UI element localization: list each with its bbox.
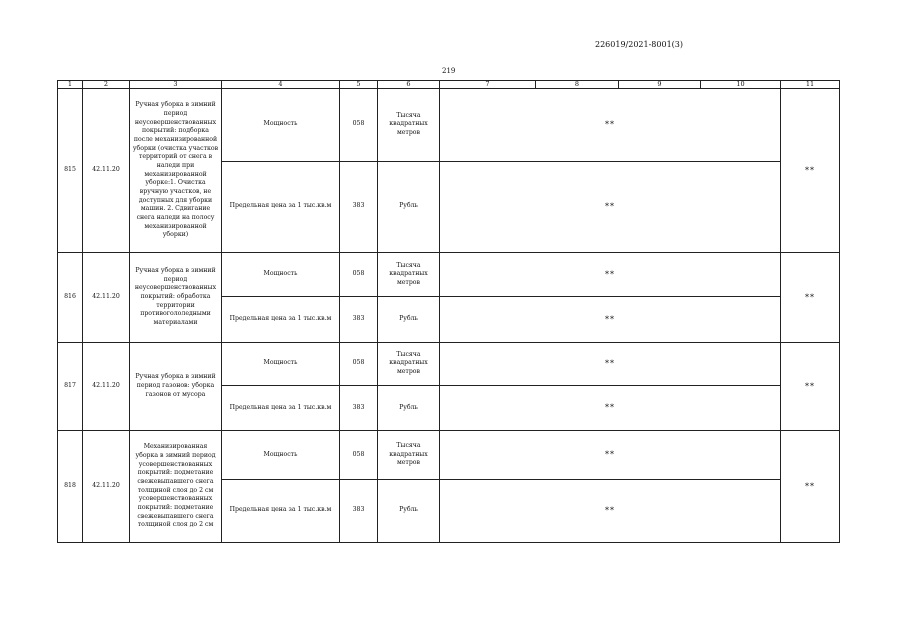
row-code: 42.11.20 — [83, 342, 130, 431]
column-header: 6 — [378, 81, 440, 89]
table-row — [58, 431, 840, 479]
row-number: 818 — [58, 431, 83, 543]
row-description: Механизированная уборка в зимний период усовершенствованных покрытий: подметание свежевыпавшего снега толщиной слоя до 2 см усовершенствованных покрытий: подметание свежевыпавшего снега толщиной слоя до 2 см — [130, 431, 222, 543]
param-name: Предельная цена за 1 тыс.кв.м — [222, 385, 340, 430]
row-description: Ручная уборка в зимний период неусовершенствованных покрытий: подборка после механизированной уборки (очистка участков территорий от снега в наледи при механизированной уборке:1. Очистка вручную участков, не доступных для уборки машин. 2. Сдвигание снега наледи на полосу механизированной уборки) — [130, 89, 222, 253]
param-value: ** — [440, 161, 781, 253]
table-row — [58, 89, 840, 161]
param-name: Мощность — [222, 89, 340, 161]
row-description: Ручная уборка в зимний период неусовершенствованных покрытий: обработка территории противогололедными материалами — [130, 253, 222, 343]
row-number: 816 — [58, 253, 83, 343]
unit-code: 058 — [340, 431, 378, 479]
param-name: Предельная цена за 1 тыс.кв.м — [222, 297, 340, 342]
unit-code: 058 — [340, 89, 378, 161]
row-code: 42.11.20 — [83, 89, 130, 253]
row-description: Ручная уборка в зимний период газонов: уборка газонов от мусора — [130, 342, 222, 431]
row-col11-value: ** — [781, 431, 840, 543]
unit-code: 383 — [340, 479, 378, 542]
row-col11-value: ** — [781, 342, 840, 431]
table-row — [58, 253, 840, 297]
unit-name: Рубль — [378, 297, 440, 342]
row-code: 42.11.20 — [83, 431, 130, 543]
param-name: Мощность — [222, 431, 340, 479]
row-col11-value: ** — [781, 89, 840, 253]
param-name: Мощность — [222, 253, 340, 297]
param-value: ** — [440, 385, 781, 430]
column-header: 11 — [781, 81, 840, 89]
column-header: 3 — [130, 81, 222, 89]
page-number: 219 — [442, 67, 456, 75]
param-value: ** — [440, 89, 781, 161]
unit-code: 058 — [340, 342, 378, 385]
row-code: 42.11.20 — [83, 253, 130, 343]
unit-code: 058 — [340, 253, 378, 297]
unit-name: Тысяча квадратных метров — [378, 89, 440, 161]
price-table — [57, 80, 840, 543]
param-name: Предельная цена за 1 тыс.кв.м — [222, 479, 340, 542]
column-header: 2 — [83, 81, 130, 89]
row-number: 815 — [58, 89, 83, 253]
unit-code: 383 — [340, 385, 378, 430]
param-value: ** — [440, 297, 781, 342]
column-header: 4 — [222, 81, 340, 89]
unit-name: Рубль — [378, 161, 440, 253]
column-header: 7 — [440, 81, 536, 89]
header-row — [58, 81, 840, 89]
column-header: 8 — [536, 81, 619, 89]
column-header: 10 — [701, 81, 781, 89]
unit-name: Тысяча квадратных метров — [378, 342, 440, 385]
column-header: 1 — [58, 81, 83, 89]
unit-name: Рубль — [378, 385, 440, 430]
column-header: 9 — [619, 81, 701, 89]
unit-name: Рубль — [378, 479, 440, 542]
row-col11-value: ** — [781, 253, 840, 343]
param-value: ** — [440, 253, 781, 297]
table-row — [58, 342, 840, 385]
param-value: ** — [440, 479, 781, 542]
column-header: 5 — [340, 81, 378, 89]
param-value: ** — [440, 342, 781, 385]
unit-code: 383 — [340, 161, 378, 253]
unit-name: Тысяча квадратных метров — [378, 431, 440, 479]
param-name: Мощность — [222, 342, 340, 385]
unit-code: 383 — [340, 297, 378, 342]
param-name: Предельная цена за 1 тыс.кв.м — [222, 161, 340, 253]
row-number: 817 — [58, 342, 83, 431]
unit-name: Тысяча квадратных метров — [378, 253, 440, 297]
document-code: 226019/2021-8001(3) — [595, 40, 683, 49]
param-value: ** — [440, 431, 781, 479]
